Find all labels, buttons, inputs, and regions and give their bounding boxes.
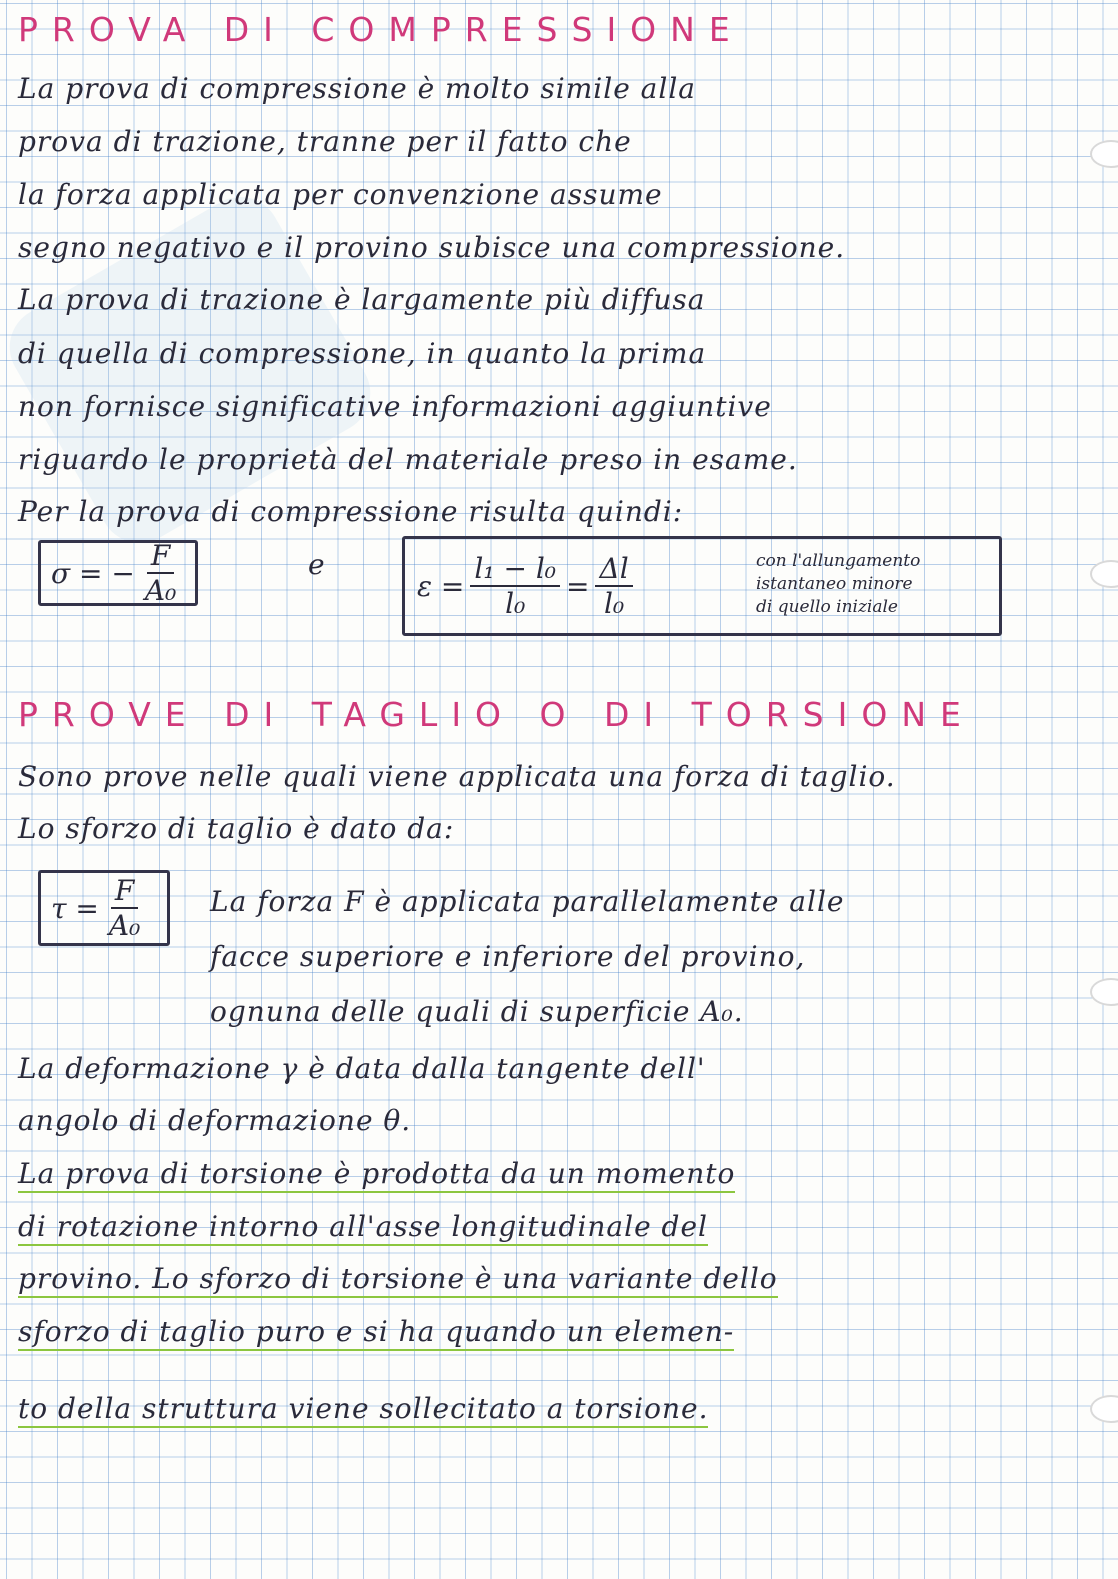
text-line: riguardo le proprietà del materiale preso in esame.: [18, 443, 798, 476]
text-line: angolo di deformazione θ.: [18, 1104, 412, 1137]
text-line-underlined: di rotazione intorno all'asse longitudinale del: [18, 1210, 708, 1246]
equals-sign: =: [566, 569, 590, 603]
heading-compression: PROVA DI COMPRESSIONE: [18, 10, 744, 49]
text-line: segno negativo e il provino subisce una compressione.: [18, 231, 846, 264]
formula-note-line: con l'allungamento: [756, 551, 921, 571]
formula-sigma: [38, 540, 198, 606]
fraction-denominator: A₀: [108, 909, 141, 942]
heading-shear-torsion: PROVE DI TAGLIO O DI TORSIONE: [18, 695, 975, 734]
text-line: prova di trazione, tranne per il fatto che: [18, 125, 632, 158]
text-line: La deformazione γ è data dalla tangente dell': [18, 1052, 706, 1085]
text-line: La prova di trazione è largamente più diffusa: [18, 283, 706, 316]
text-line: non fornisce significative informazioni aggiuntive: [18, 390, 772, 423]
text-line-underlined: sforzo di taglio puro e si ha quando un elemen-: [18, 1315, 734, 1351]
fraction-numerator: F: [111, 874, 138, 909]
formula-note-line: istantaneo minore: [756, 574, 913, 594]
binder-hole: [1090, 140, 1118, 168]
text-line: di quella di compressione, in quanto la prima: [18, 337, 707, 370]
fraction-denominator: l₀: [603, 587, 625, 620]
text-line: La forza F è applicata parallelamente alle: [210, 885, 845, 918]
binder-holes: [1078, 0, 1118, 1579]
fraction: [470, 552, 560, 620]
conjunction: e: [308, 548, 325, 581]
binder-hole: [1090, 560, 1118, 588]
fraction-denominator: l₀: [505, 587, 526, 620]
formula-tau-lhs: τ =: [51, 891, 99, 925]
text-line-underlined: to della struttura viene sollecitato a torsione.: [18, 1392, 708, 1428]
fraction-numerator: l₁ − l₀: [470, 552, 560, 587]
text-line: ognuna delle quali di superficie A₀.: [210, 995, 744, 1028]
fraction: [595, 552, 632, 620]
binder-hole: [1090, 978, 1118, 1006]
text-line: facce superiore e inferiore del provino,: [210, 940, 806, 973]
formula-note-line: di quello iniziale: [756, 597, 898, 617]
text-line-underlined: La prova di torsione è prodotta da un momento: [18, 1157, 735, 1193]
text-line-underlined: provino. Lo sforzo di torsione è una variante dello: [18, 1262, 778, 1298]
fraction-numerator: F: [147, 539, 174, 574]
formula-note: [756, 550, 920, 619]
fraction-numerator: Δl: [595, 552, 632, 587]
text-line: la forza applicata per convenzione assume: [18, 178, 663, 211]
binder-hole: [1090, 1395, 1118, 1423]
fraction: [141, 539, 180, 607]
text-line: La prova di compressione è molto simile alla: [18, 72, 696, 105]
fraction-denominator: A₀: [144, 574, 177, 607]
text-line: Lo sforzo di taglio è dato da:: [18, 812, 455, 845]
text-line: Per la prova di compressione risulta quindi:: [18, 495, 684, 528]
formula-epsilon-lhs: ε =: [417, 569, 465, 603]
formula-tau: [38, 870, 170, 946]
text-line: Sono prove nelle quali viene applicata una forza di taglio.: [18, 760, 896, 793]
formula-sigma-lhs: σ = −: [51, 556, 135, 590]
fraction: [105, 874, 144, 942]
